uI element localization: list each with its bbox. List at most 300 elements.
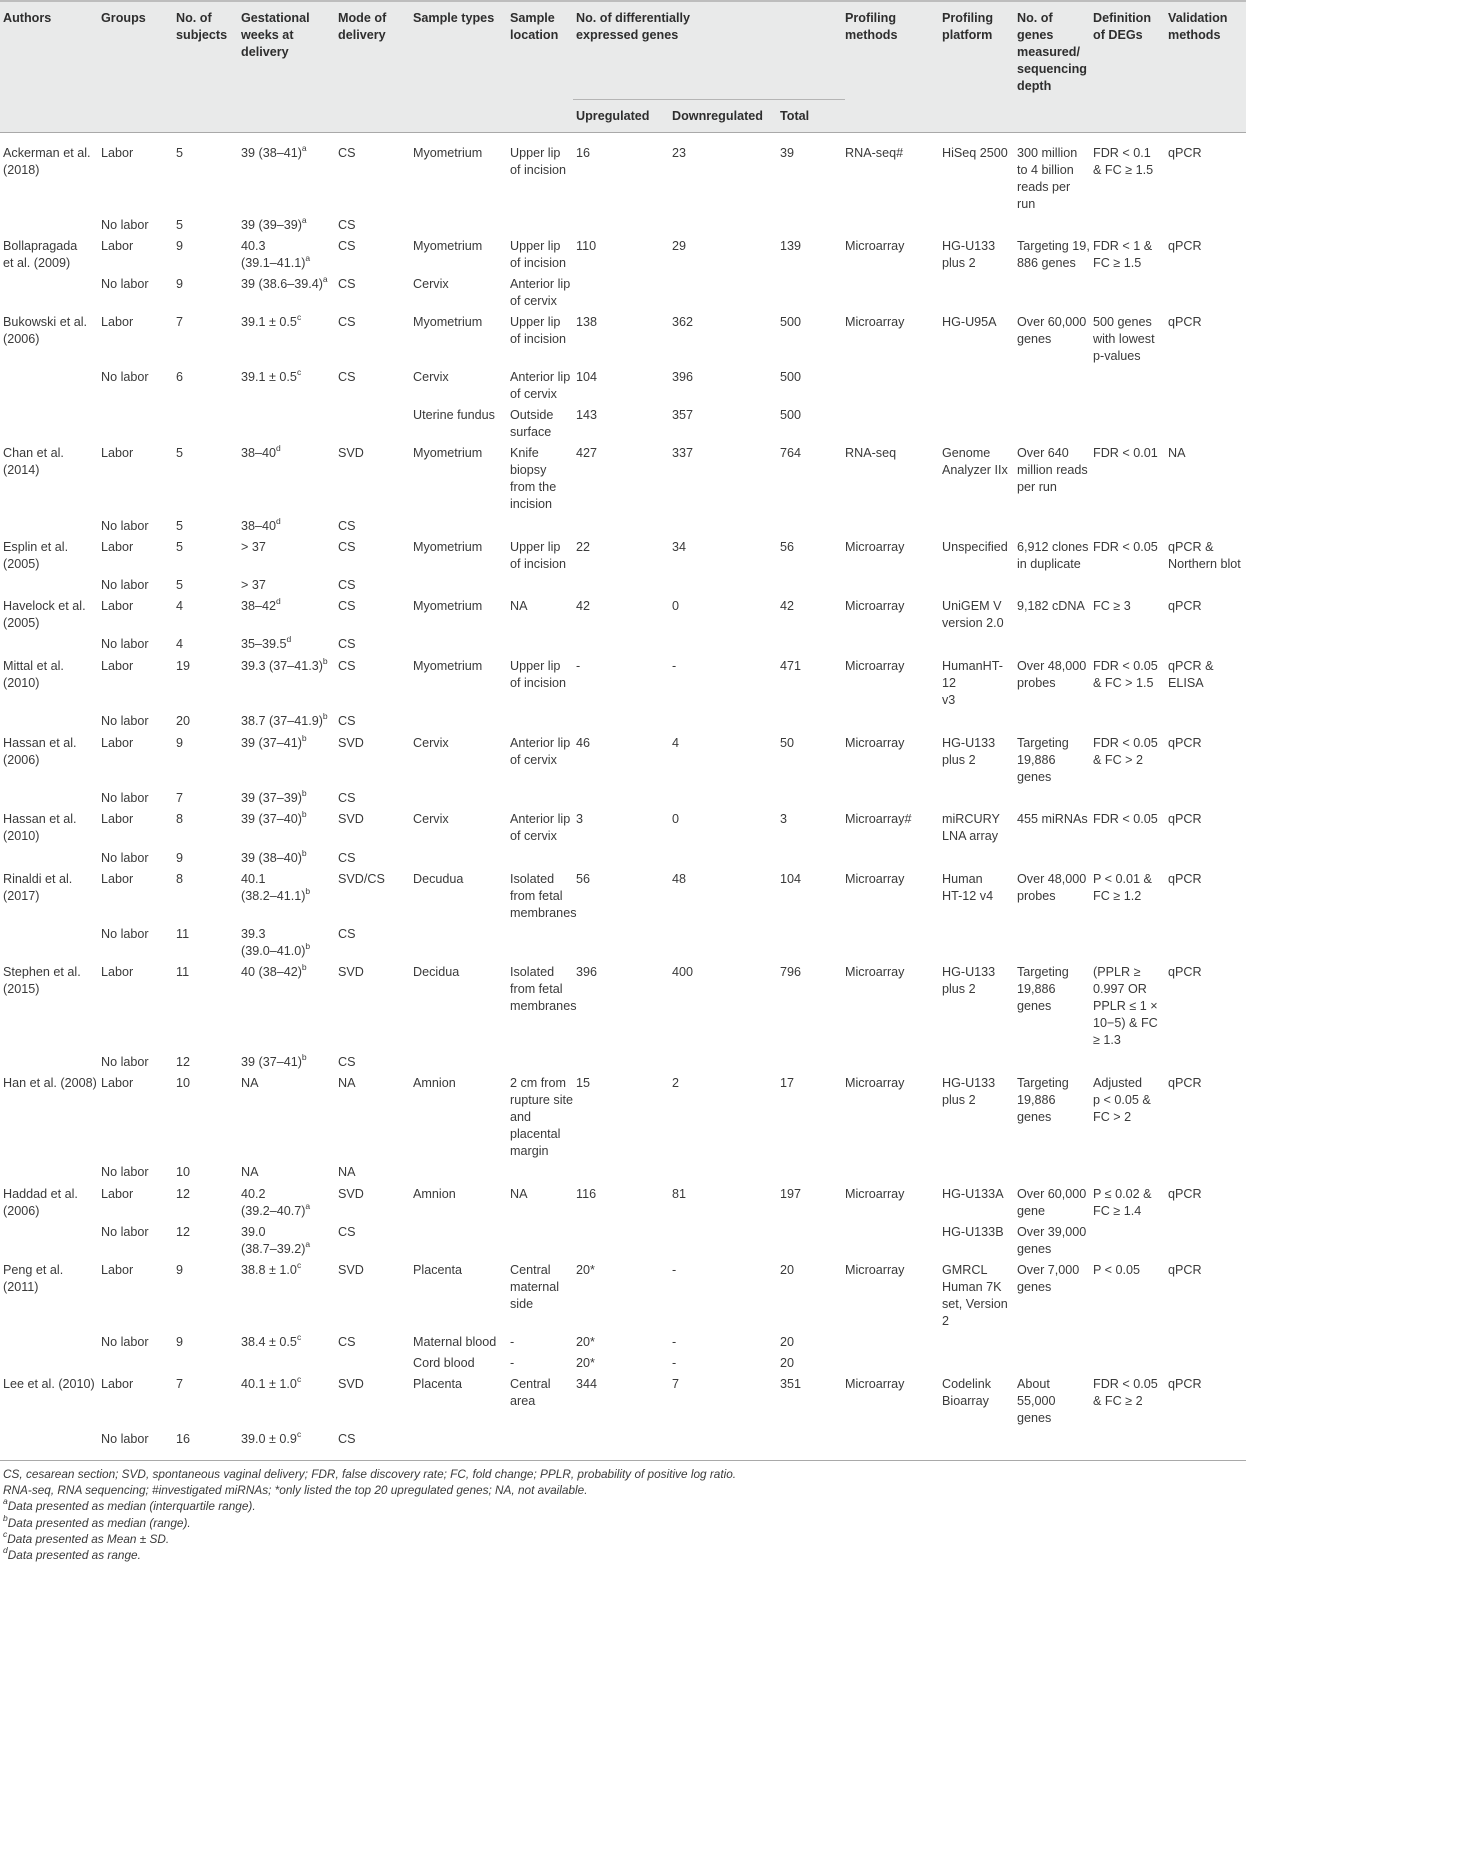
cell-profiling-method: Microarray (845, 599, 905, 613)
cell-subjects: 7 (176, 791, 184, 805)
cell-profiling-platform: HG-U133 plus 2 (942, 736, 996, 767)
cell-definition-of-degs: FDR < 1 & FC ≥ 1.5 (1093, 239, 1153, 270)
cell-profiling-method: Microarray (845, 659, 905, 673)
cell-downregulated: 4 (672, 736, 680, 750)
cell-genes-measured: Targeting 19,886 genes (1017, 1076, 1069, 1124)
cell-validation-methods: qPCR (1168, 736, 1202, 750)
cell-sample-type: Placenta (413, 1377, 463, 1391)
cell-total: 796 (780, 965, 802, 979)
cell-upregulated: 22 (576, 540, 591, 554)
cell-sample-type: Myometrium (413, 315, 483, 329)
cell-sample-type: Uterine fundus (413, 408, 495, 422)
cell-sample-type: Maternal blood (413, 1335, 497, 1349)
cell-total: 764 (780, 446, 802, 460)
cell-downregulated: 337 (672, 446, 694, 460)
footnote-abbreviations-2 (3, 1482, 1243, 1498)
footnote-a-text: Data presented as median (interquartile range). (7, 1499, 256, 1514)
cell-downregulated: - (672, 659, 677, 673)
cell-gestational-weeks: 39 $(37-39)^b$ (241, 787, 307, 805)
cell-total: 351 (780, 1377, 802, 1391)
cell-upregulated: 46 (576, 736, 591, 750)
cell-gestational-weeks: 39.3 $(37-41.3)^b$ (241, 655, 328, 673)
cell-profiling-method: Microarray (845, 872, 905, 886)
cell-validation-methods: qPCR & Northern blot (1168, 540, 1241, 571)
cell-authors: Mittal et al. (2010) (3, 659, 64, 690)
footnote-abbreviations: CS, cesarean section; SVD, spontaneous vaginal delivery; FDR, false discovery rate; FC, fold change; PPLR, probability of positive log ratio. (3, 1467, 737, 1481)
cell-total: 20 (780, 1263, 795, 1277)
cell-profiling-platform: HG-U133 plus 2 (942, 239, 996, 270)
cell-gestational-weeks: 39.0 $(38.7-39.2)^a$ (241, 1225, 311, 1256)
cell-group: Labor (101, 1377, 134, 1391)
cell-validation-methods: qPCR (1168, 1187, 1202, 1201)
cell-mode-of-delivery: CS (338, 277, 356, 291)
cell-upregulated: 56 (576, 872, 591, 886)
cell-subjects: 9 (176, 851, 184, 865)
cell-subjects: 11 (176, 965, 190, 979)
cell-profiling-platform: HumanHT- 12 v3 (942, 659, 1003, 707)
cell-group: No labor (101, 277, 149, 291)
cell-mode-of-delivery: NA (338, 1076, 356, 1090)
cell-mode-of-delivery: CS (338, 578, 356, 592)
cell-mode-of-delivery: CS (338, 519, 356, 533)
cell-genes-measured: 6,912 clones in duplicate (1017, 540, 1089, 571)
cell-subjects: 5 (176, 446, 184, 460)
cell-profiling-platform: GMRCL Human 7K set, Version 2 (942, 1263, 1008, 1328)
cell-group: No labor (101, 791, 149, 805)
cell-downregulated: 0 (672, 812, 680, 826)
cell-profiling-method: Microarray (845, 540, 905, 554)
cell-gestational-weeks: NA (241, 1076, 259, 1090)
cell-group: No labor (101, 714, 149, 728)
cell-group: No labor (101, 1335, 149, 1349)
cell-downregulated: 357 (672, 408, 694, 422)
cell-subjects: 9 (176, 736, 184, 750)
cell-subjects: 7 (176, 1377, 184, 1391)
cell-gestational-weeks: 38.8 ± 1.0$^c$ (241, 1259, 302, 1277)
cell-sample-type: Myometrium (413, 446, 483, 460)
cell-definition-of-degs: P < 0.01 & FC ≥ 1.2 (1093, 872, 1152, 903)
cell-profiling-method: Microarray (845, 239, 905, 253)
cell-gestational-weeks: 38.7 $(37-41.9)^b$ (241, 710, 328, 728)
cell-upregulated: 20* (576, 1335, 595, 1349)
cell-sample-type: Cervix (413, 812, 449, 826)
cell-sample-type: Amnion (413, 1187, 456, 1201)
cell-mode-of-delivery: CS (338, 1335, 356, 1349)
cell-validation-methods: qPCR (1168, 239, 1202, 253)
cell-gestational-weeks: 40.3 $(39.1-41.1)^a$ (241, 239, 311, 270)
cell-downregulated: 396 (672, 370, 694, 384)
cell-subjects: 11 (176, 927, 190, 941)
cell-sample-location: Isolated from fetal membranes (510, 872, 577, 920)
cell-mode-of-delivery: CS (338, 1055, 356, 1069)
cell-sample-type: Placenta (413, 1263, 463, 1277)
cell-gestational-weeks: 39 $(38-40)^b$ (241, 847, 307, 865)
cell-profiling-method: Microarray (845, 1076, 905, 1090)
cell-gestational-weeks: 39 $(37-41)^b$ (241, 1051, 307, 1069)
cell-subjects: 19 (176, 659, 191, 673)
cell-group: No labor (101, 218, 149, 232)
cell-genes-measured: Targeting 19, 886 genes (1017, 239, 1090, 270)
cell-group: Labor (101, 965, 134, 979)
footnote-abbrev2-text: RNA-seq, RNA sequencing; #investigated miRNAs; *only listed the top 20 upregulated genes; NA, not available. (3, 1483, 588, 1498)
cell-profiling-method: Microarray (845, 1377, 905, 1391)
cell-total: 39 (780, 146, 795, 160)
header-authors: Authors (3, 11, 52, 25)
cell-upregulated: 110 (576, 239, 597, 253)
cell-sample-location: Central area (510, 1377, 551, 1408)
cell-authors: Stephen et al. (2015) (3, 965, 81, 996)
cell-profiling-method: RNA-seq# (845, 146, 904, 160)
cell-subjects: 10 (176, 1165, 191, 1179)
cell-profiling-method: Microarray (845, 965, 905, 979)
header-rule (0, 132, 1246, 133)
cell-gestational-weeks: 40.1 $(38.2-41.1)^b$ (241, 872, 311, 903)
cell-group: Labor (101, 146, 134, 160)
cell-definition-of-degs: FC ≥ 3 (1093, 599, 1131, 613)
cell-sample-location: Anterior lip of cervix (510, 277, 571, 308)
deg-subheader-rule (573, 99, 845, 100)
cell-upregulated: 116 (576, 1187, 597, 1201)
cell-gestational-weeks: 40.1 ± 1.0$^c$ (241, 1373, 302, 1391)
cell-genes-measured: Over 39,000 genes (1017, 1225, 1087, 1256)
cell-gestational-weeks: NA (241, 1165, 259, 1179)
cell-upregulated: 104 (576, 370, 598, 384)
table-footnotes (3, 1466, 1243, 1563)
cell-downregulated: 2 (672, 1076, 680, 1090)
cell-group: Labor (101, 736, 134, 750)
cell-profiling-method: Microarray# (845, 812, 912, 826)
cell-genes-measured: 300 million to 4 billion reads per run (1017, 146, 1078, 211)
cell-genes-measured: Over 48,000 probes (1017, 659, 1087, 690)
cell-downregulated: 34 (672, 540, 687, 554)
cell-upregulated: 20* (576, 1263, 595, 1277)
cell-mode-of-delivery: CS (338, 637, 356, 651)
cell-gestational-weeks: 39 $(38.6-39.4)^a$ (241, 273, 328, 291)
cell-validation-methods: qPCR (1168, 965, 1202, 979)
cell-profiling-platform: UniGEM V version 2.0 (942, 599, 1004, 630)
cell-downregulated: - (672, 1263, 677, 1277)
cell-group: No labor (101, 1225, 149, 1239)
cell-subjects: 6 (176, 370, 184, 384)
cell-sample-type: Myometrium (413, 659, 483, 673)
cell-sample-location: - (510, 1356, 515, 1370)
cell-mode-of-delivery: CS (338, 714, 356, 728)
header-validation-methods: Validation methods (1168, 11, 1228, 42)
cell-group: No labor (101, 1055, 149, 1069)
cell-validation-methods: qPCR (1168, 599, 1202, 613)
cell-downregulated: - (672, 1335, 677, 1349)
cell-sample-type: Amnion (413, 1076, 456, 1090)
cell-subjects: 12 (176, 1187, 191, 1201)
cell-profiling-platform: HG-U133 plus 2 (942, 1076, 996, 1107)
cell-sample-location: Anterior lip of cervix (510, 736, 571, 767)
cell-definition-of-degs: 500 genes with lowest p-values (1093, 315, 1155, 363)
header-profiling-platform: Profiling platform (942, 11, 994, 42)
cell-definition-of-degs: FDR < 0.01 (1093, 446, 1158, 460)
cell-sample-location: Anterior lip of cervix (510, 812, 571, 843)
cell-subjects: 10 (176, 1076, 191, 1090)
cell-profiling-platform: HG-U133A (942, 1187, 1004, 1201)
cell-sample-type: Myometrium (413, 146, 483, 160)
cell-sample-location: Anterior lip of cervix (510, 370, 571, 401)
cell-gestational-weeks: 39 $(37-41)^b$ (241, 732, 307, 750)
cell-subjects: 5 (176, 146, 184, 160)
cell-upregulated: 396 (576, 965, 598, 979)
cell-genes-measured: 9,182 cDNA (1017, 599, 1085, 613)
cell-definition-of-degs: Adjusted p < 0.05 & FC > 2 (1093, 1076, 1151, 1124)
cell-definition-of-degs: FDR < 0.05 & FC > 1.5 (1093, 659, 1158, 690)
cell-mode-of-delivery: SVD (338, 736, 364, 750)
cell-sample-location: Central maternal side (510, 1263, 559, 1311)
cell-mode-of-delivery: CS (338, 1432, 356, 1446)
cell-subjects: 12 (176, 1225, 191, 1239)
cell-gestational-weeks: 39.0 ± 0.9$^c$ (241, 1428, 302, 1446)
cell-upregulated: 344 (576, 1377, 598, 1391)
cell-subjects: 9 (176, 1335, 184, 1349)
cell-gestational-weeks: 39 $(38-41)^a$ (241, 142, 307, 160)
cell-authors: Hassan et al. (2006) (3, 736, 77, 767)
cell-total: 139 (780, 239, 802, 253)
cell-gestational-weeks: 39 $(37-40)^b$ (241, 808, 307, 826)
footnote-c: $^c$Data presented as Mean ± SD. (3, 1528, 170, 1546)
cell-validation-methods: NA (1168, 446, 1186, 460)
cell-genes-measured: Over 7,000 genes (1017, 1263, 1080, 1294)
cell-mode-of-delivery: SVD (338, 1377, 364, 1391)
cell-mode-of-delivery: CS (338, 599, 356, 613)
cell-total: 50 (780, 736, 795, 750)
header-gestational-weeks: Gestational weeks at delivery (241, 11, 310, 59)
cell-authors: Han et al. (2008) (3, 1076, 97, 1090)
cell-authors: Chan et al. (2014) (3, 446, 64, 477)
cell-subjects: 7 (176, 315, 184, 329)
cell-downregulated: 0 (672, 599, 680, 613)
cell-upregulated: 427 (576, 446, 598, 460)
cell-subjects: 9 (176, 277, 184, 291)
cell-subjects: 8 (176, 872, 184, 886)
cell-validation-methods: qPCR (1168, 146, 1202, 160)
cell-sample-type: Cervix (413, 277, 449, 291)
cell-group: Labor (101, 239, 134, 253)
cell-group: Labor (101, 315, 134, 329)
cell-downregulated: 48 (672, 872, 687, 886)
cell-validation-methods: qPCR & ELISA (1168, 659, 1214, 690)
cell-mode-of-delivery: SVD (338, 446, 364, 460)
cell-upregulated: 143 (576, 408, 598, 422)
cell-authors: Esplin et al. (2005) (3, 540, 69, 571)
cell-authors: Rinaldi et al. (2017) (3, 872, 73, 903)
cell-gestational-weeks: 39.1 ± 0.5$^c$ (241, 311, 302, 329)
cell-group: No labor (101, 519, 149, 533)
cell-group: Labor (101, 1076, 134, 1090)
cell-mode-of-delivery: NA (338, 1165, 356, 1179)
cell-total: 17 (780, 1076, 795, 1090)
cell-total: 500 (780, 408, 802, 422)
cell-total: 3 (780, 812, 788, 826)
cell-authors: Bollapragada et al. (2009) (3, 239, 78, 270)
cell-mode-of-delivery: SVD (338, 965, 364, 979)
cell-sample-type: Cervix (413, 736, 449, 750)
header-definition-of-degs: Definition of DEGs (1093, 11, 1152, 42)
cell-definition-of-degs: FDR < 0.05 (1093, 812, 1158, 826)
cell-subjects: 5 (176, 519, 184, 533)
cell-profiling-platform: HG-U95A (942, 315, 997, 329)
cell-profiling-method: RNA-seq (845, 446, 897, 460)
cell-genes-measured: Over 60,000 genes (1017, 315, 1087, 346)
header-total: Total (780, 109, 810, 123)
cell-authors: Peng et al. (2011) (3, 1263, 64, 1294)
cell-mode-of-delivery: SVD (338, 812, 364, 826)
cell-group: Labor (101, 1263, 134, 1277)
header-subjects: No. of subjects (176, 11, 228, 42)
cell-downregulated: 7 (672, 1377, 680, 1391)
cell-sample-type: Myometrium (413, 599, 483, 613)
cell-subjects: 8 (176, 812, 184, 826)
cell-sample-type: Decudua (413, 872, 464, 886)
cell-definition-of-degs: P ≤ 0.02 & FC ≥ 1.4 (1093, 1187, 1152, 1218)
cell-upregulated: 42 (576, 599, 591, 613)
cell-mode-of-delivery: CS (338, 540, 356, 554)
cell-gestational-weeks: 38–40$^d$ (241, 442, 281, 460)
cell-profiling-platform: Codelink Bioarray (942, 1377, 992, 1408)
cell-genes-measured: Over 48,000 probes (1017, 872, 1087, 903)
cell-profiling-platform: HG-U133B (942, 1225, 1004, 1239)
cell-total: 500 (780, 315, 802, 329)
cell-genes-measured: About 55,000 genes (1017, 1377, 1056, 1425)
cell-downregulated: 400 (672, 965, 694, 979)
cell-mode-of-delivery: CS (338, 791, 356, 805)
cell-subjects: 20 (176, 714, 191, 728)
cell-total: 500 (780, 370, 802, 384)
cell-subjects: 4 (176, 637, 184, 651)
cell-group: Labor (101, 812, 134, 826)
cell-validation-methods: qPCR (1168, 1263, 1202, 1277)
cell-definition-of-degs: FDR < 0.1 & FC ≥ 1.5 (1093, 146, 1154, 177)
cell-profiling-method: Microarray (845, 736, 905, 750)
cell-gestational-weeks: 40.2 $(39.2-40.7)^a$ (241, 1187, 311, 1218)
cell-group: Labor (101, 540, 134, 554)
cell-definition-of-degs: FDR < 0.05 & FC ≥ 2 (1093, 1377, 1158, 1408)
cell-genes-measured: Over 640 million reads per run (1017, 446, 1088, 494)
cell-sample-location: Upper lip of incision (510, 146, 567, 177)
header-genes-measured: No. of genes measured/ sequencing depth (1017, 11, 1087, 93)
footnote-b: $^b$Data presented as median (range). (3, 1512, 191, 1530)
cell-sample-location: NA (510, 599, 528, 613)
cell-gestational-weeks: 39.3 $(39.0-41.0)^b$ (241, 927, 311, 958)
cell-mode-of-delivery: CS (338, 851, 356, 865)
cell-gestational-weeks: 38–42$^d$ (241, 595, 281, 613)
cell-authors: Havelock et al. (2005) (3, 599, 86, 630)
cell-group: No labor (101, 1432, 149, 1446)
cell-mode-of-delivery: CS (338, 927, 356, 941)
cell-subjects: 9 (176, 1263, 184, 1277)
cell-upregulated: 20* (576, 1356, 595, 1370)
cell-total: 20 (780, 1356, 795, 1370)
cell-group: No labor (101, 851, 149, 865)
cell-validation-methods: qPCR (1168, 1076, 1202, 1090)
cell-definition-of-degs: FDR < 0.05 (1093, 540, 1158, 554)
cell-upregulated: 15 (576, 1076, 591, 1090)
cell-mode-of-delivery: CS (338, 239, 356, 253)
cell-authors: Haddad et al. (2006) (3, 1187, 78, 1218)
cell-group: Labor (101, 599, 134, 613)
cell-total: 471 (780, 659, 802, 673)
cell-sample-type: Myometrium (413, 239, 483, 253)
cell-mode-of-delivery: CS (338, 370, 356, 384)
cell-group: Labor (101, 872, 134, 886)
cell-group: No labor (101, 637, 149, 651)
cell-validation-methods: qPCR (1168, 872, 1202, 886)
footnote-d: $^d$Data presented as range. (3, 1545, 141, 1563)
cell-genes-measured: Targeting 19,886 genes (1017, 965, 1069, 1013)
cell-gestational-weeks: 39 $(39-39)^a$ (241, 214, 307, 232)
cell-subjects: 12 (176, 1055, 191, 1069)
cell-sample-location: Upper lip of incision (510, 315, 567, 346)
cell-gestational-weeks: 38–40$^d$ (241, 515, 281, 533)
cell-gestational-weeks: 38.4 ± 0.5$^c$ (241, 1331, 302, 1349)
header-downregulated: Downregulated (672, 109, 763, 123)
cell-profiling-method: Microarray (845, 315, 905, 329)
cell-definition-of-degs: FDR < 0.05 & FC > 2 (1093, 736, 1158, 767)
cell-genes-measured: Targeting 19,886 genes (1017, 736, 1069, 784)
cell-downregulated: 29 (672, 239, 687, 253)
header-differentially-expressed-genes: No. of differentially expressed genes (576, 11, 691, 42)
cell-mode-of-delivery: CS (338, 315, 356, 329)
footnote-d-text: Data presented as range. (7, 1548, 141, 1563)
cell-profiling-method: Microarray (845, 1187, 905, 1201)
cell-total: 20 (780, 1335, 795, 1349)
cell-subjects: 5 (176, 218, 184, 232)
cell-gestational-weeks: 39.1 ± 0.5$^c$ (241, 366, 302, 384)
cell-sample-location: Upper lip of incision (510, 540, 567, 571)
cell-downregulated: 23 (672, 146, 687, 160)
cell-definition-of-degs: P < 0.05 (1093, 1263, 1141, 1277)
cell-mode-of-delivery: CS (338, 146, 356, 160)
cell-sample-location: Knife biopsy from the incision (510, 446, 557, 511)
cell-gestational-weeks: 35–39.5$^d$ (241, 633, 292, 651)
cell-sample-location: Outside surface (510, 408, 554, 439)
cell-downregulated: - (672, 1356, 677, 1370)
cell-gestational-weeks: 40 $(38-42)^b$ (241, 961, 307, 979)
cell-profiling-platform: Unspecified (942, 540, 1008, 554)
cell-sample-location: - (510, 1335, 515, 1349)
header-mode-of-delivery: Mode of delivery (338, 11, 387, 42)
cell-downregulated: 81 (672, 1187, 687, 1201)
cell-profiling-platform: miRCURY LNA array (942, 812, 1000, 843)
cell-validation-methods: qPCR (1168, 1377, 1202, 1391)
cell-profiling-platform: HG-U133 plus 2 (942, 965, 996, 996)
cell-upregulated: - (576, 659, 581, 673)
cell-validation-methods: qPCR (1168, 315, 1202, 329)
header-groups: Groups (101, 11, 146, 25)
cell-authors: Hassan et al. (2010) (3, 812, 77, 843)
cell-mode-of-delivery: SVD/CS (338, 872, 385, 886)
cell-mode-of-delivery: SVD (338, 1263, 364, 1277)
cell-definition-of-degs: (PPLR ≥ 0.997 OR PPLR ≤ 1 × 10−5) & FC ≥ 1.3 (1093, 965, 1158, 1047)
footnote-c-text: Data presented as Mean ± SD. (7, 1531, 170, 1546)
cell-subjects: 9 (176, 239, 184, 253)
cell-group: No labor (101, 1165, 149, 1179)
cell-group: No labor (101, 370, 149, 384)
cell-total: 56 (780, 540, 795, 554)
cell-downregulated: 362 (672, 315, 694, 329)
cell-sample-type: Decidua (413, 965, 460, 979)
cell-group: Labor (101, 659, 134, 673)
cell-upregulated: 138 (576, 315, 598, 329)
cell-subjects: 5 (176, 540, 184, 554)
cell-sample-type: Cervix (413, 370, 449, 384)
cell-sample-location: Upper lip of incision (510, 659, 567, 690)
cell-profiling-platform: Human HT-12 v4 (942, 872, 994, 903)
